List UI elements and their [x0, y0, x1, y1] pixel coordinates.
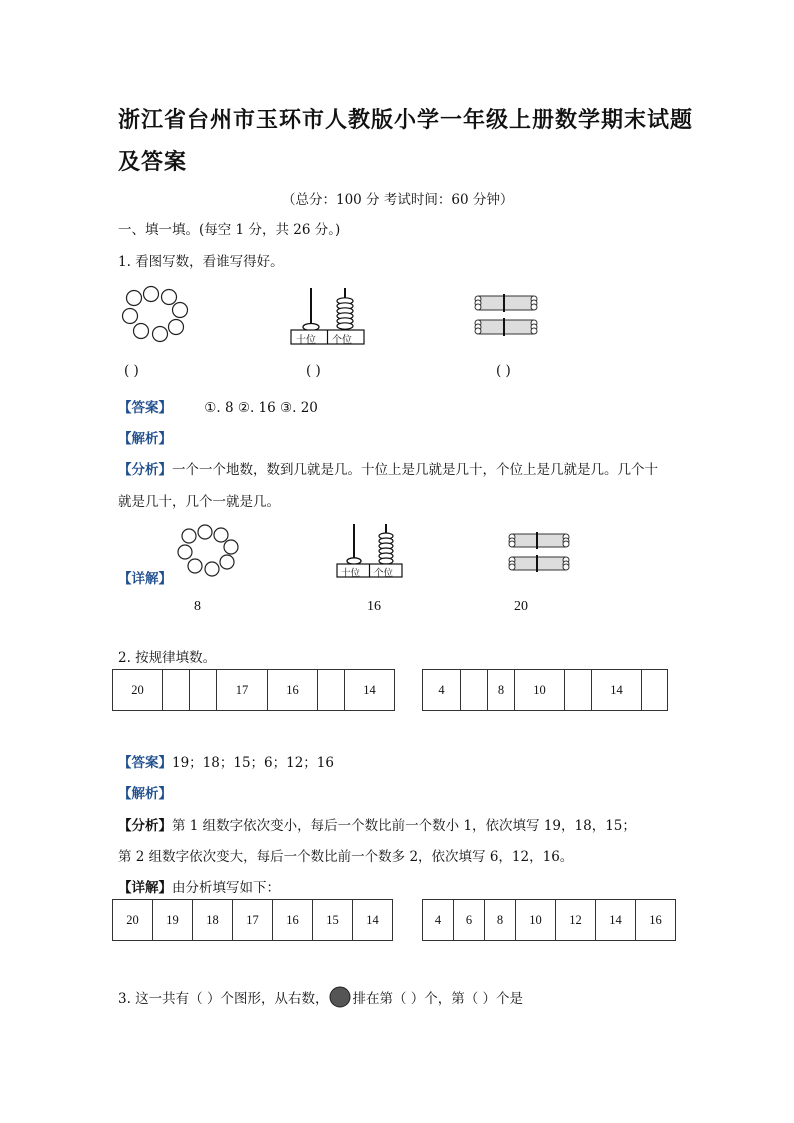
- exam-info: （总分：100 分 考试时间：60 分钟）: [282, 192, 514, 208]
- table-cell: 20: [113, 900, 153, 941]
- table-cell: 10: [515, 670, 565, 711]
- circles-figure-detail: [176, 524, 242, 578]
- circle: [162, 290, 177, 305]
- table-cell: [461, 670, 488, 711]
- table-cell: [190, 670, 217, 711]
- answer-text: 19；18；15；6；12；16: [172, 755, 334, 771]
- question-1-prompt: 1. 看图写数，看谁写得好。: [118, 254, 284, 270]
- answer-blank-2: ( ): [306, 363, 321, 379]
- abacus-ones-label: 个位: [332, 335, 352, 346]
- table-cell: 6: [454, 900, 485, 941]
- table-cell: 14: [353, 900, 393, 941]
- circle: [188, 559, 202, 573]
- table-cell: 4: [423, 670, 461, 711]
- abacus-ones-label: 个位: [374, 568, 394, 579]
- circle: [153, 327, 168, 342]
- table-cell: 16: [268, 670, 318, 711]
- table-cell: [163, 670, 190, 711]
- sequence-table-1: [112, 669, 395, 711]
- detail-value-2: 16: [367, 599, 381, 614]
- jiexi-tag: 【解析】: [118, 786, 172, 802]
- answer-blank-3: ( ): [496, 363, 511, 379]
- circle: [220, 555, 234, 569]
- circle: [134, 324, 149, 339]
- xiangjie-tag: 【详解】: [118, 571, 172, 587]
- table-cell: 14: [596, 900, 636, 941]
- circle: [214, 528, 228, 542]
- question-3-part1: 3. 这一共有（ ）个图形，从右数，: [118, 991, 329, 1007]
- filled-table-1: [112, 899, 393, 941]
- circle: [198, 525, 212, 539]
- circle: [144, 287, 159, 302]
- question-3-part2: 排在第（ ）个，第（ ）个是: [352, 991, 524, 1007]
- table-cell: 19: [153, 900, 193, 941]
- fenxi-tag: 【分析】: [118, 462, 172, 478]
- table-cell: 10: [516, 900, 556, 941]
- question-3: [118, 986, 523, 1008]
- answer-tag: 【答案】: [118, 755, 172, 771]
- table-cell: 14: [592, 670, 642, 711]
- xiangjie-tag: 【详解】: [118, 880, 172, 896]
- stick-bundles-figure-detail: [505, 530, 575, 580]
- detail-value-3: 20: [514, 599, 528, 614]
- table-cell: [642, 670, 668, 711]
- abacus-figure-detail: [336, 522, 404, 578]
- stick-bundles-figure: [470, 292, 545, 344]
- answer-tag: 【答案】: [118, 400, 172, 416]
- table-cell: 17: [233, 900, 273, 941]
- section-heading: 一、填一填。(每空 1 分，共 26 分。): [118, 222, 341, 238]
- table-cell: 4: [423, 900, 454, 941]
- stick-bundle: [509, 555, 569, 572]
- abacus-tens-label: 十位: [296, 335, 316, 346]
- fenxi-text: 第 1 组数字依次变小，每后一个数比前一个数小 1，依次填写 19，18，15；: [172, 818, 636, 834]
- circles-figure: [120, 285, 192, 345]
- abacus-figure: [290, 286, 366, 346]
- fenxi-text-line2: 就是几十，几个一就是几。: [118, 494, 280, 510]
- abacus-tens-label: 十位: [341, 568, 361, 579]
- circle: [169, 320, 184, 335]
- gray-circle-icon: [329, 986, 351, 1008]
- question-2-prompt: 2. 按规律填数。: [118, 650, 217, 666]
- page-title: 浙江省台州市玉环市人教版小学一年级上册数学期末试题: [118, 107, 694, 133]
- fenxi-text: 一个一个地数，数到几就是几。十位上是几就是几十，个位上是几就是几。几个十: [172, 462, 658, 478]
- answer-blank-1: ( ): [124, 363, 139, 379]
- circle: [224, 540, 238, 554]
- table-cell: 12: [556, 900, 596, 941]
- detail-value-1: 8: [194, 599, 201, 614]
- table-cell: 15: [313, 900, 353, 941]
- stick-bundle: [509, 532, 569, 549]
- xiangjie-text: 由分析填写如下：: [172, 880, 280, 896]
- table-cell: 16: [273, 900, 313, 941]
- page-title-line2: 及答案: [118, 149, 188, 175]
- circle: [205, 562, 219, 576]
- circle: [178, 545, 192, 559]
- jiexi-tag: 【解析】: [118, 431, 172, 447]
- table-cell: 16: [636, 900, 676, 941]
- table-cell: [318, 670, 345, 711]
- table-cell: 17: [217, 670, 268, 711]
- fenxi-text-line2: 第 2 组数字依次变大，每后一个数比前一个数多 2，依次填写 6，12，16。: [118, 849, 574, 865]
- stick-bundle: [475, 294, 537, 312]
- fenxi-tag: 【分析】: [118, 818, 172, 834]
- circle: [123, 309, 138, 324]
- filled-table-2: [422, 899, 676, 941]
- table-cell: 20: [113, 670, 163, 711]
- table-cell: [565, 670, 592, 711]
- circle: [173, 303, 188, 318]
- circle: [182, 529, 196, 543]
- answer-text: ①. 8 ②. 16 ③. 20: [204, 400, 318, 416]
- table-cell: 18: [193, 900, 233, 941]
- stick-bundle: [475, 318, 537, 336]
- table-cell: 8: [485, 900, 516, 941]
- sequence-table-2: [422, 669, 668, 711]
- circle: [127, 291, 142, 306]
- table-cell: 8: [488, 670, 515, 711]
- table-cell: 14: [345, 670, 395, 711]
